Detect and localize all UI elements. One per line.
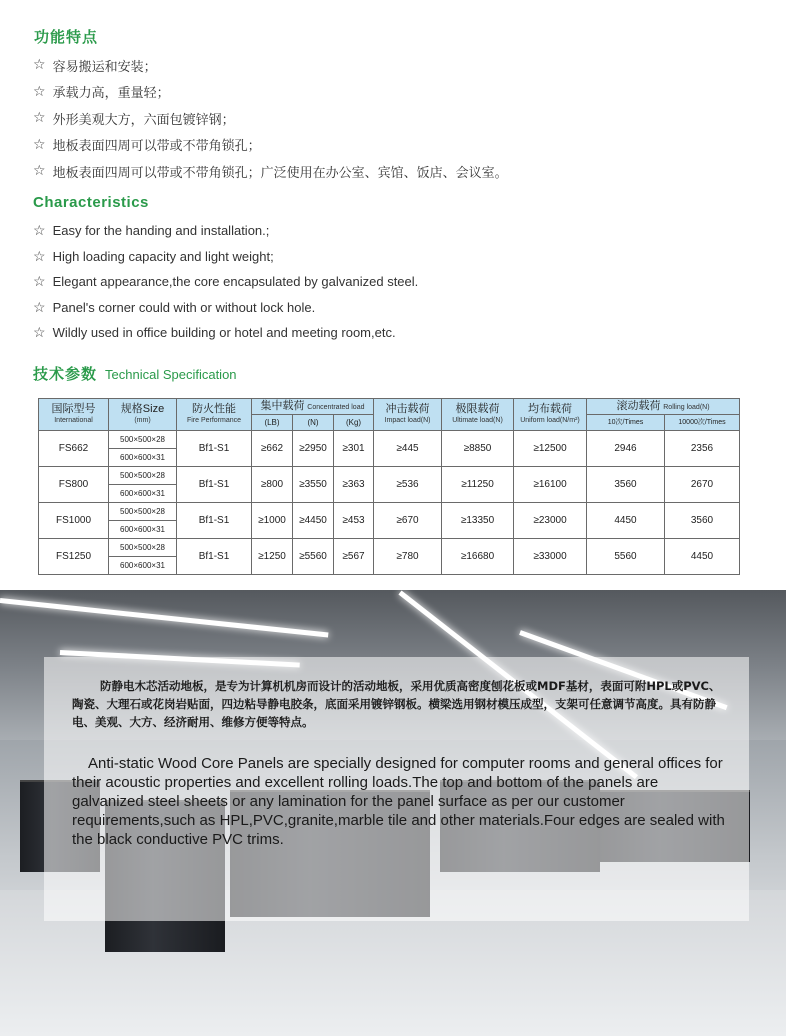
cell-uniform: ≥12500	[514, 431, 587, 467]
table-row	[39, 539, 740, 557]
cell-uniform: ≥16100	[514, 467, 587, 503]
spec-title	[33, 363, 237, 384]
list-item	[33, 295, 418, 321]
cell-model: FS1000	[39, 503, 109, 539]
table-row	[39, 467, 740, 485]
list-item	[33, 52, 508, 79]
description-cn: 防静电木芯活动地板，是专为计算机机房而设计的活动地板，采用优质高密度刨花板或MDF基材，表面可附HPL或PVC、陶瓷、大理石或花岗岩贴面，四边粘导静电胶条，底面采用镀锌钢板。横梁选用钢材模压成型，支架可任意调节高度。具有防静电、美观、大方、经济耐用、维修方便等特点。	[72, 679, 721, 729]
cell-roll-10: 3560	[587, 467, 665, 503]
header-size: 规格Size (mm)	[109, 399, 177, 431]
cell-impact: ≥780	[374, 539, 442, 575]
header-rolling: 滚动载荷 Rolling load(N)	[587, 399, 740, 415]
cell-n: ≥4450	[293, 503, 334, 539]
header-lb: (LB)	[252, 415, 293, 431]
feature-text: High loading capacity and light weight;	[52, 248, 274, 264]
table-row	[39, 503, 740, 521]
cell-size: 600×600×31	[109, 557, 177, 575]
cell-roll-10: 4450	[587, 503, 665, 539]
cell-fire: Bf1-S1	[177, 539, 252, 575]
list-item	[33, 158, 508, 185]
features-cn-title: 功能特点	[34, 28, 99, 46]
star-icon: ☆	[33, 324, 46, 341]
spec-table	[38, 398, 740, 575]
cell-size: 500×500×28	[109, 431, 177, 449]
cell-ultimate: ≥16680	[442, 539, 514, 575]
cell-size: 600×600×31	[109, 449, 177, 467]
cell-impact: ≥445	[374, 431, 442, 467]
list-item	[33, 105, 508, 132]
star-icon: ☆	[33, 273, 46, 290]
description-en: Anti-static Wood Core Panels are specially designed for computer rooms and general offices for their acoustic properties and excellent rolling loads.The top and bottom of the panels are galvanized steel sheets or any lamination for the panel surface as per our customer requirements,such as HPL,PVC,granite,marble tile and other materials.Four edges are sealed with the black conductive PVC trims.	[72, 755, 725, 848]
list-item	[33, 244, 418, 270]
table-row	[39, 431, 740, 449]
star-icon: ☆	[33, 83, 46, 100]
feature-text: Easy for the handing and installation.;	[52, 223, 270, 239]
list-item	[33, 132, 508, 159]
cell-ultimate: ≥11250	[442, 467, 514, 503]
header-kg: (Kg)	[334, 415, 374, 431]
cell-kg: ≥453	[334, 503, 374, 539]
cell-model: FS662	[39, 431, 109, 467]
cell-impact: ≥670	[374, 503, 442, 539]
cell-fire: Bf1-S1	[177, 503, 252, 539]
feature-text: 外形美观大方，六面包镀锌钢；	[52, 112, 235, 128]
cell-impact: ≥536	[374, 467, 442, 503]
cell-fire: Bf1-S1	[177, 467, 252, 503]
star-icon: ☆	[33, 247, 46, 264]
server-room-photo	[0, 590, 786, 1036]
cell-model: FS1250	[39, 539, 109, 575]
star-icon: ☆	[33, 298, 46, 315]
features-cn-list	[33, 52, 508, 185]
feature-text: Wildly used in office building or hotel and meeting room,etc.	[52, 325, 396, 341]
cell-size: 500×500×28	[109, 503, 177, 521]
list-item	[33, 79, 508, 106]
cell-size: 500×500×28	[109, 539, 177, 557]
star-icon: ☆	[33, 136, 46, 153]
cell-size: 600×600×31	[109, 485, 177, 503]
header-fire: 防火性能 Fire Performance	[177, 399, 252, 431]
cell-model: FS800	[39, 467, 109, 503]
cell-lb: ≥1000	[252, 503, 293, 539]
header-model: 国际型号 International	[39, 399, 109, 431]
cell-roll-10000: 2670	[665, 467, 740, 503]
feature-text: 地板表面四周可以带或不带角锁孔；	[52, 139, 261, 155]
header-concentrated: 集中载荷 Concentrated load	[252, 399, 374, 415]
cell-ultimate: ≥13350	[442, 503, 514, 539]
cell-roll-10: 2946	[587, 431, 665, 467]
cell-lb: ≥1250	[252, 539, 293, 575]
star-icon: ☆	[33, 163, 46, 180]
cell-n: ≥3550	[293, 467, 334, 503]
features-en-title: Characteristics	[33, 194, 149, 211]
cell-lb: ≥662	[252, 431, 293, 467]
header-roll-10000: 10000次/Times	[665, 415, 740, 431]
cell-ultimate: ≥8850	[442, 431, 514, 467]
feature-text: Elegant appearance,the core encapsulated by galvanized steel.	[52, 274, 419, 290]
cell-size: 600×600×31	[109, 521, 177, 539]
cell-kg: ≥301	[334, 431, 374, 467]
cell-n: ≥2950	[293, 431, 334, 467]
cell-uniform: ≥23000	[514, 503, 587, 539]
cell-size: 500×500×28	[109, 467, 177, 485]
cell-roll-10000: 2356	[665, 431, 740, 467]
star-icon: ☆	[33, 222, 46, 239]
cell-kg: ≥363	[334, 467, 374, 503]
cell-fire: Bf1-S1	[177, 431, 252, 467]
list-item	[33, 320, 418, 346]
cell-lb: ≥800	[252, 467, 293, 503]
feature-text: 地板表面四周可以带或不带角锁孔；广泛使用在办公室、宾馆、饭店、会议室。	[52, 165, 508, 181]
feature-text: Panel's corner could with or without lock hole.	[52, 299, 316, 315]
star-icon: ☆	[33, 110, 46, 127]
cell-n: ≥5560	[293, 539, 334, 575]
features-en-list	[33, 218, 418, 346]
list-item	[33, 218, 418, 244]
list-item	[33, 269, 418, 295]
header-n: (N)	[293, 415, 334, 431]
star-icon: ☆	[33, 57, 46, 74]
feature-text: 容易搬运和安装；	[52, 59, 157, 75]
header-roll-10: 10次/Times	[587, 415, 665, 431]
cell-uniform: ≥33000	[514, 539, 587, 575]
spec-title-cn: 技术参数	[33, 365, 98, 383]
cell-roll-10: 5560	[587, 539, 665, 575]
feature-text: 承载力高，重量轻；	[52, 86, 170, 102]
spec-title-en: Technical Specification	[105, 367, 237, 382]
header-ultimate: 极限载荷 Ultimate load(N)	[442, 399, 514, 431]
cell-kg: ≥567	[334, 539, 374, 575]
cell-roll-10000: 3560	[665, 503, 740, 539]
header-uniform: 均布载荷 Uniform load(N/m²)	[514, 399, 587, 431]
header-impact: 冲击载荷 Impact load(N)	[374, 399, 442, 431]
cell-roll-10000: 4450	[665, 539, 740, 575]
